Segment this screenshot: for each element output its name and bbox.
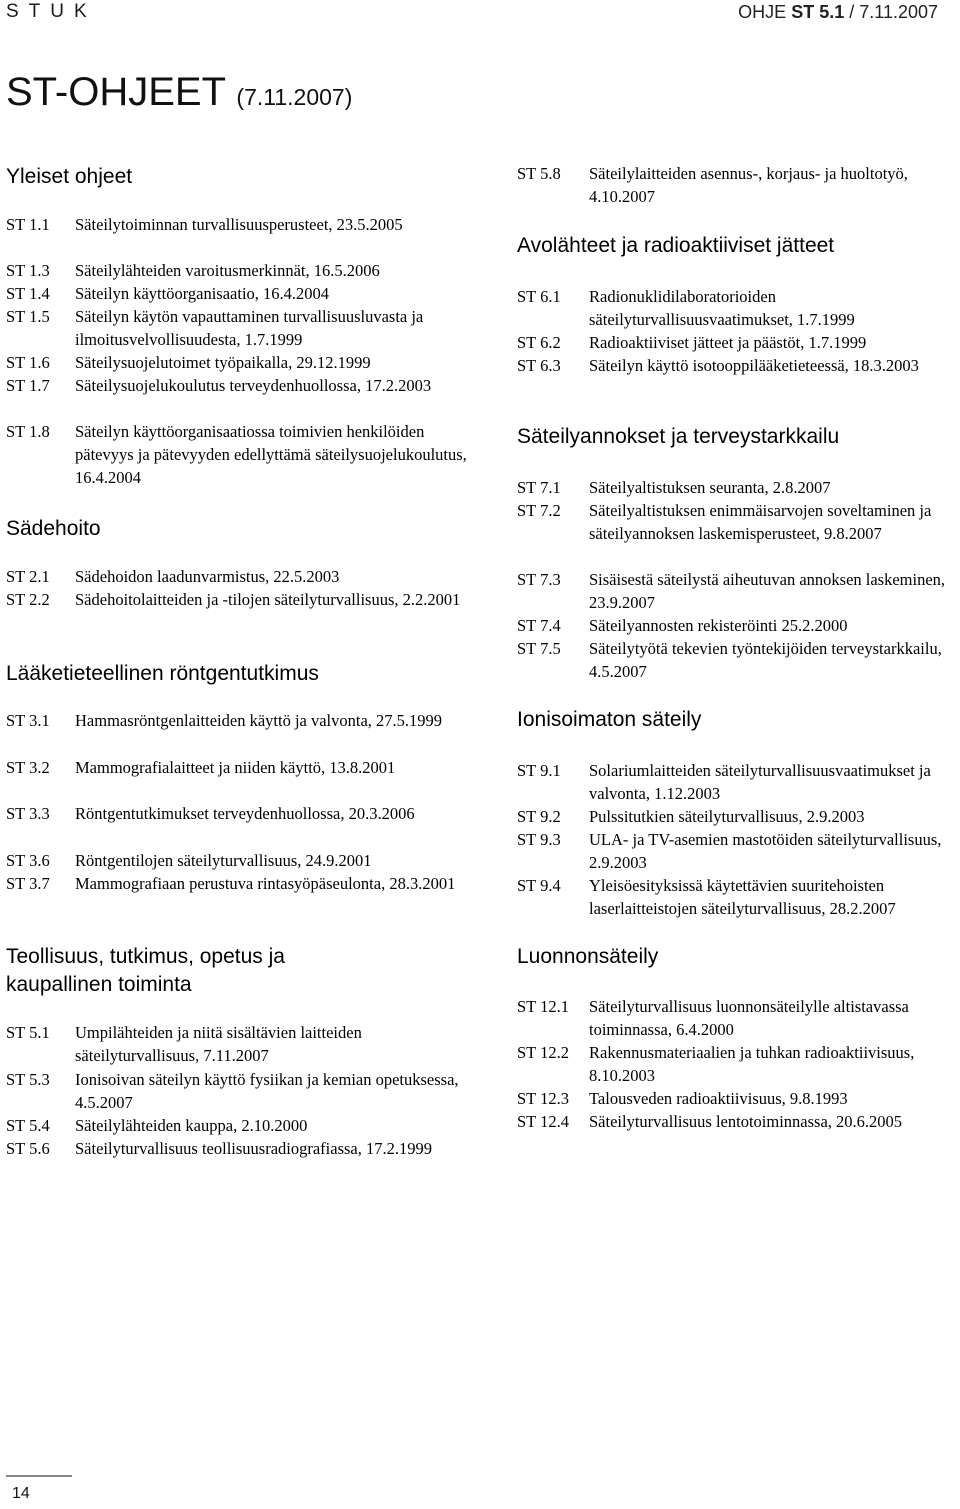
doc-date: / 7.11.2007: [849, 2, 938, 22]
section-heading: Säteilyannokset ja terveystarkkailu: [517, 425, 840, 448]
section-heading: Ionisoimaton säteily: [517, 708, 702, 731]
item-code: ST 12.4: [517, 1112, 569, 1131]
section-heading: Luonnonsäteily: [517, 945, 659, 968]
section-heading: Yleiset ohjeet: [6, 165, 133, 188]
item-text: Hammasröntgenlaitteiden käyttö ja valvonta, 27.5.1999: [75, 711, 443, 730]
item-code: ST 1.5: [6, 307, 50, 326]
item-code: ST 7.1: [517, 478, 561, 497]
item-code: ST 3.3: [6, 804, 50, 823]
item-code: ST 2.1: [6, 567, 50, 586]
item-code: ST 7.2: [517, 501, 561, 520]
item-code: ST 3.1: [6, 711, 50, 730]
item-code: ST 7.4: [517, 616, 561, 635]
item-text: Mammografialaitteet ja niiden käyttö, 13.8.2001: [75, 758, 396, 777]
item-text: Umpilähteiden ja niitä sisältävien laitteiden säteilyturvallisuus, 7.11.2007: [75, 1023, 362, 1065]
item-code: ST 5.1: [6, 1023, 50, 1042]
stuk-logo: STUK: [6, 1, 97, 22]
item-text: Radionuklidilaboratorioiden säteilyturvallisuusvaatimukset, 1.7.1999: [589, 287, 855, 329]
item-code: ST 6.3: [517, 356, 561, 375]
item-text: Mammografiaan perustuva rintasyöpäseulonta, 28.3.2001: [75, 874, 456, 893]
item-text: Röntgentilojen säteilyturvallisuus, 24.9.2001: [75, 851, 372, 870]
item-text: Radioaktiiviset jätteet ja päästöt, 1.7.1999: [589, 333, 867, 352]
item-text: Säteilyn käyttöorganisaatio, 16.4.2004: [75, 284, 330, 303]
section-heading: Avolähteet ja radioaktiiviset jätteet: [517, 234, 835, 257]
item-code: ST 3.2: [6, 758, 50, 777]
doc-prefix: OHJE: [738, 2, 787, 22]
item-text: Röntgentutkimukset terveydenhuollossa, 20.3.2006: [75, 804, 415, 823]
item-text: Säteilyn käytön vapauttaminen turvallisuusluvasta ja ilmoitusvelvollisuudesta, 1.7.1999: [75, 307, 424, 349]
item-text: Säteilytyötä tekevien työntekijöiden terveystarkkailu, 4.5.2007: [589, 639, 942, 681]
item-text: Säteilyturvallisuus teollisuusradiografiassa, 17.2.1999: [75, 1139, 432, 1158]
item-code: ST 9.1: [517, 761, 561, 780]
item-code: ST 5.3: [6, 1070, 50, 1089]
item-code: ST 1.4: [6, 284, 50, 303]
item-text: Säteilylähteiden kauppa, 2.10.2000: [75, 1116, 308, 1135]
item-text: Sisäisestä säteilystä aiheutuvan annoksen laskeminen, 23.9.2007: [589, 570, 946, 612]
item-text: ULA- ja TV-asemien mastotöiden säteilyturvallisuus, 2.9.2003: [589, 830, 942, 872]
item-code: ST 6.1: [517, 287, 561, 306]
section-heading: Sädehoito: [6, 517, 101, 540]
item-code: ST 12.2: [517, 1043, 569, 1062]
doc-code: ST 5.1: [791, 2, 845, 22]
item-text: Säteilylaitteiden asennus-, korjaus- ja huoltotyö, 4.10.2007: [589, 164, 908, 206]
item-code: ST 5.4: [6, 1116, 50, 1135]
item-text: Säteilytoiminnan turvallisuusperusteet, 23.5.2005: [75, 215, 403, 234]
item-code: ST 1.7: [6, 376, 50, 395]
item-code: ST 5.6: [6, 1139, 50, 1158]
page-header: [0, 0, 960, 26]
item-code: ST 2.2: [6, 590, 50, 609]
item-code: ST 5.8: [517, 164, 561, 183]
document-reference: [738, 2, 938, 23]
item-text: Sädehoitolaitteiden ja -tilojen säteilyturvallisuus, 2.2.2001: [75, 590, 461, 609]
page-number: 14: [12, 1485, 30, 1502]
item-text: Säteilyn käyttöorganisaatiossa toimivien henkilöiden pätevyys ja pätevyyden edellyttämä säteilysuojelukoulutus, 16.4.2004: [75, 422, 467, 487]
item-text: Säteilylähteiden varoitusmerkinnät, 16.5.2006: [75, 261, 380, 280]
item-code: ST 9.2: [517, 807, 561, 826]
item-text: Talousveden radioaktiivisuus, 9.8.1993: [589, 1089, 848, 1108]
item-code: ST 3.7: [6, 874, 50, 893]
item-text: Säteilysuojelutoimet työpaikalla, 29.12.1999: [75, 353, 371, 372]
footer-divider: [6, 1475, 72, 1477]
section-heading: Teollisuus, tutkimus, opetus ja kaupallinen toiminta: [6, 945, 285, 996]
item-code: ST 12.3: [517, 1089, 569, 1108]
item-text: Ionisoivan säteilyn käyttö fysiikan ja kemian opetuksessa, 4.5.2007: [75, 1070, 459, 1112]
item-text: Pulssitutkien säteilyturvallisuus, 2.9.2003: [589, 807, 865, 826]
item-code: ST 1.1: [6, 215, 50, 234]
item-text: Säteilyaltistuksen enimmäisarvojen soveltaminen ja säteilyannoksen laskemisperusteet, 9.8.2007: [589, 501, 932, 543]
item-text: Säteilyannosten rekisteröinti 25.2.2000: [589, 616, 848, 635]
item-text: Solariumlaitteiden säteilyturvallisuusvaatimukset ja valvonta, 1.12.2003: [589, 761, 931, 803]
item-code: ST 1.6: [6, 353, 50, 372]
item-text: Säteilysuojelukoulutus terveydenhuollossa, 17.2.2003: [75, 376, 432, 395]
item-text: Yleisöesityksissä käytettävien suuritehoisten laserlaitteistojen säteilyturvallisuus, 28.2.2007: [589, 876, 896, 918]
item-text: Rakennusmateriaalien ja tuhkan radioaktiivisuus, 8.10.2003: [589, 1043, 915, 1085]
item-code: ST 12.1: [517, 997, 569, 1016]
item-code: ST 6.2: [517, 333, 561, 352]
item-code: ST 1.3: [6, 261, 50, 280]
item-text: Säteilyturvallisuus luonnonsäteilylle altistavassa toiminnassa, 6.4.2000: [589, 997, 909, 1039]
item-text: Sädehoidon laadunvarmistus, 22.5.2003: [75, 567, 340, 586]
page-title: [6, 70, 352, 115]
item-text: Säteilyturvallisuus lentotoiminnassa, 20.6.2005: [589, 1112, 903, 1131]
item-code: ST 9.3: [517, 830, 561, 849]
item-code: ST 7.3: [517, 570, 561, 589]
item-code: ST 1.8: [6, 422, 50, 441]
item-text: Säteilyn käyttö isotooppilääketieteessä, 18.3.2003: [589, 356, 919, 375]
section-heading: Lääketieteellinen röntgentutkimus: [6, 662, 319, 685]
page-title-main: ST-OHJEET: [6, 70, 226, 114]
item-code: ST 9.4: [517, 876, 561, 895]
item-code: ST 3.6: [6, 851, 50, 870]
page-title-date: (7.11.2007): [236, 84, 353, 110]
item-code: ST 7.5: [517, 639, 561, 658]
item-text: Säteilyaltistuksen seuranta, 2.8.2007: [589, 478, 831, 497]
